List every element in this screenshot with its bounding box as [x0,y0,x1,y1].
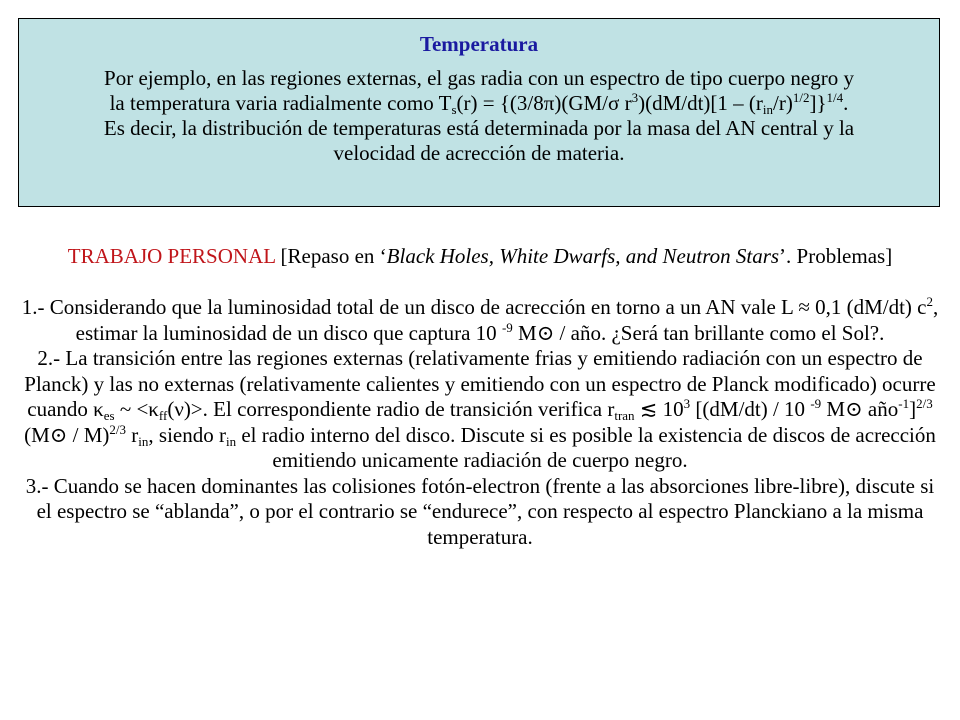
box-title: Temperatura [419,32,539,56]
problem-1: 1.- Considerando que la luminosidad total de un disco de acrección en torno a un AN vale L ≈ 0,1 (dM/dt) $c^2$, estimar la luminosidad de un disco que captura 10 $^{-9}$ M⊙ / año. ¿Será tan brillante como el Sol?. [21,294,939,345]
box-line-3: Es decir, la distribución de temperaturas está determinada por la masa del AN central y la [103,116,855,140]
problem-2: 2.- La transición entre las regiones externas (relativamente frias y emitiendo radiación con un espectro de Planck) y las no externas (relativamente calientes y emitiendo con un espectro de Planck modificado) ocurre cuando $\kappa_{es}$ ~ $<\kappa_{ff}(\nu)>$. El correspondiente radio de transición verifica $r_{tran}$ ≲ $10^3$ [(dM/dt) / 10 $^{-9}$ M⊙ año$^{-1}$]$^{2/3}$ (M⊙ / M)$^{2/3}$ $r_{in}$, siendo $r_{in}$ el radio interno del disco. Discute si es posible la existencia de discos de acrección emitiendo unicamente radiación de cuerpo negro. [24,346,936,472]
problem-3: 3.- Cuando se hacen dominantes las colisiones fotón-electron (frente a las absorciones libre-libre), discute si el espectro se “ablanda”, o por el contrario se “endurece”, con respecto al espectro Planckiano a la misma temperatura. [25,473,935,549]
temperatura-box [18,18,940,207]
box-line-1: Por ejemplo, en las regiones externas, el gas radia con un espectro de tipo cuerpo negro y [104,66,854,90]
heading-label: TRABAJO PERSONAL [67,244,276,268]
trabajo-personal-section [20,244,940,550]
box-text [33,66,925,166]
section-heading: TRABAJO PERSONAL [Repaso en ‘Black Holes, White Dwarfs, and Neutron Stars’. Problemas] [67,244,893,268]
box-line-4: velocidad de acrección de materia. [333,141,625,165]
book-title: Black Holes, White Dwarfs, and Neutron Stars [386,244,780,268]
box-line-2: la temperatura varia radialmente como $T_s(r) = \{(3/8\pi)(GM/\sigma$ $r^3)(dM/dt)[1 - (r_{in}/r)^{1/2}]\}^{1/4}$. [109,90,849,117]
